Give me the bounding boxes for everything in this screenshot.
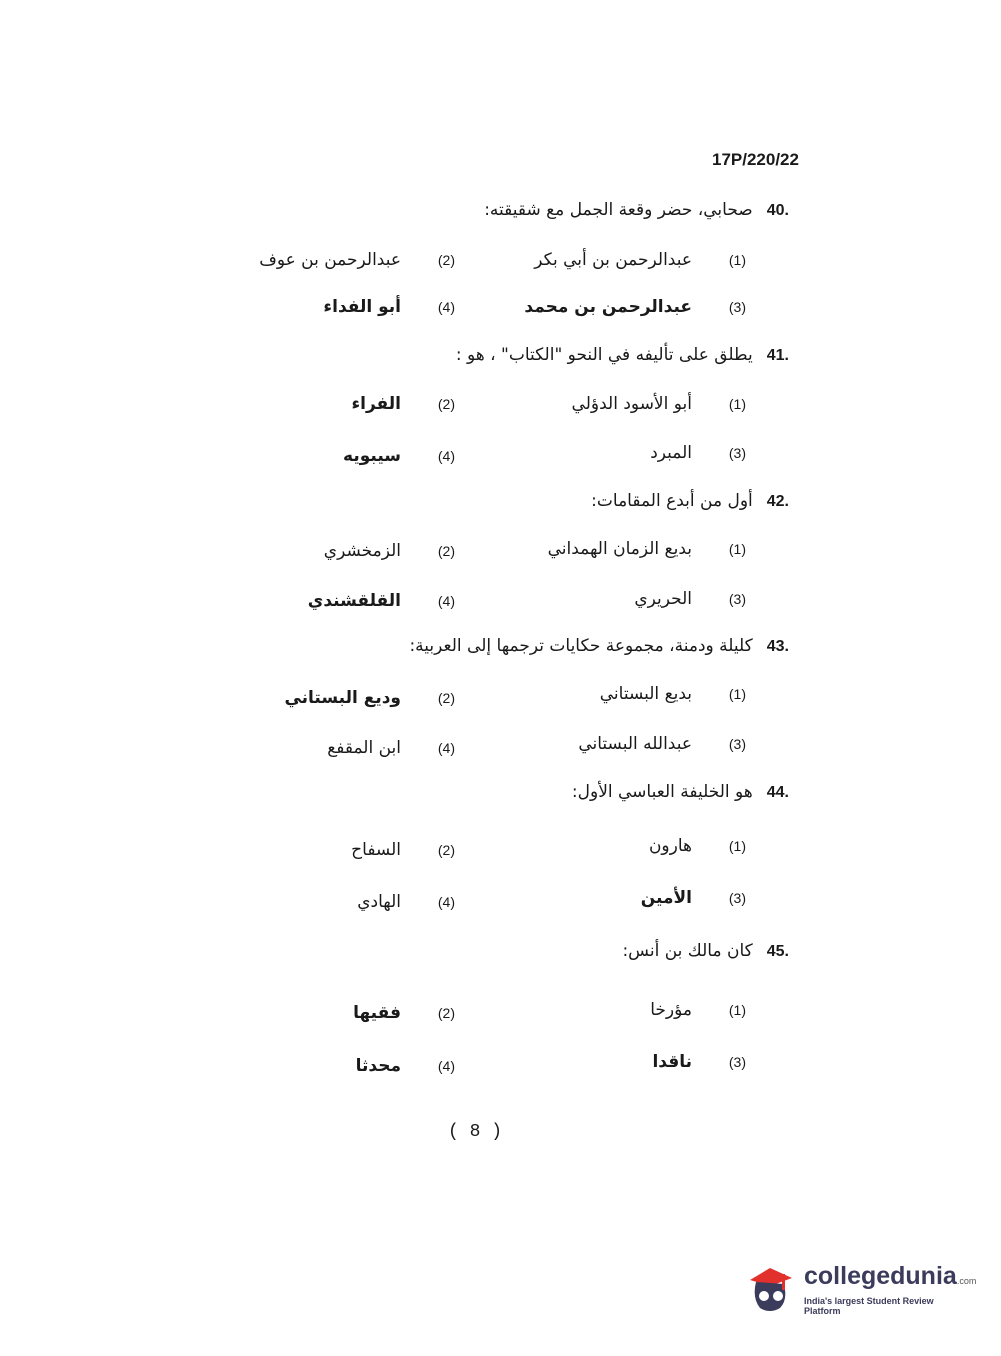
question-number: 40. <box>766 202 789 219</box>
option-text: عبدالرحمن بن أبي بكر <box>534 250 692 270</box>
question-stem <box>409 636 789 656</box>
option-2 <box>284 688 455 708</box>
option-4 <box>323 297 455 317</box>
option-4 <box>357 892 455 912</box>
option-text: ناقدا <box>652 1052 692 1072</box>
option-text: عبدالرحمن بن عوف <box>259 250 401 270</box>
option-text: القلقشندي <box>307 591 401 611</box>
option-number: (3) <box>728 299 746 315</box>
brand-tagline: India's largest Student Review Platform <box>804 1296 934 1316</box>
option-number: (1) <box>728 541 746 557</box>
option-text: الأمين <box>640 888 692 908</box>
brand-text: collegedunia <box>804 1262 957 1290</box>
option-3 <box>641 888 746 908</box>
option-number: (2) <box>437 690 455 706</box>
option-number: (1) <box>728 252 746 268</box>
option-number: (2) <box>437 252 455 268</box>
option-1 <box>534 250 746 270</box>
paper-code: 17P/220/22 <box>712 150 799 169</box>
question-text: كليلة ودمنة، مجموعة حكايات ترجمها إلى العربية: <box>409 636 753 656</box>
option-2 <box>353 1003 455 1023</box>
option-2 <box>351 840 455 860</box>
question-text: كان مالك بن أنس: <box>622 941 753 961</box>
option-text: المبرد <box>650 443 692 463</box>
option-4 <box>308 591 455 611</box>
option-2 <box>351 394 455 414</box>
option-1 <box>650 1000 746 1020</box>
brand-name <box>804 1262 976 1291</box>
brand-suffix: .com <box>956 1276 977 1286</box>
option-3 <box>650 443 746 463</box>
option-text: سيبويه <box>343 446 401 466</box>
question-number: 44. <box>766 784 789 801</box>
question-stem <box>484 200 789 220</box>
option-text: محدثا <box>355 1056 401 1076</box>
question-stem <box>572 782 789 802</box>
option-number: (2) <box>437 543 455 559</box>
option-text: الحريري <box>634 589 692 609</box>
option-text: بديع البستاني <box>599 684 692 704</box>
question-number: 43. <box>766 638 789 655</box>
option-text: عبدالرحمن بن محمد <box>524 297 692 317</box>
option-text: ابن المقفع <box>327 738 401 758</box>
option-number: (2) <box>437 396 455 412</box>
option-number: (4) <box>437 1058 455 1074</box>
option-number: (1) <box>728 686 746 702</box>
option-4 <box>356 1056 455 1076</box>
option-number: (4) <box>437 299 455 315</box>
option-text: وديع البستاني <box>284 688 401 708</box>
option-text: بديع الزمان الهمداني <box>547 539 692 559</box>
option-number: (4) <box>437 593 455 609</box>
option-3 <box>524 297 746 317</box>
option-number: (1) <box>728 396 746 412</box>
option-number: (3) <box>728 591 746 607</box>
option-3 <box>634 589 746 609</box>
option-2 <box>259 250 455 270</box>
option-3 <box>652 1052 746 1072</box>
question-text: أول من أبدع المقامات: <box>591 491 753 511</box>
option-number: (2) <box>437 842 455 858</box>
option-number: (2) <box>437 1005 455 1021</box>
option-1 <box>649 836 746 856</box>
option-1 <box>548 539 746 559</box>
option-number: (3) <box>728 445 746 461</box>
option-text: عبدالله البستاني <box>578 734 692 754</box>
option-number: (3) <box>728 1054 746 1070</box>
question-number: 45. <box>766 943 789 960</box>
option-number: (3) <box>728 736 746 752</box>
question-number: 42. <box>766 493 789 510</box>
option-number: (1) <box>728 838 746 854</box>
question-stem <box>456 345 789 365</box>
option-text: الزمخشري <box>323 541 401 561</box>
question-stem <box>622 941 789 961</box>
option-number: (3) <box>728 890 746 906</box>
option-number: (1) <box>728 1002 746 1018</box>
collegedunia-logo <box>742 1254 977 1318</box>
question-number: 41. <box>766 347 789 364</box>
option-text: أبو الفداء <box>323 297 401 317</box>
option-number: (4) <box>437 448 455 464</box>
question-stem <box>591 491 789 511</box>
option-4 <box>343 446 455 466</box>
option-text: هارون <box>648 836 692 856</box>
question-text: يطلق على تأليفه في النحو "الكتاب" ، هو : <box>455 345 753 365</box>
option-2 <box>324 541 455 561</box>
option-3 <box>578 734 746 754</box>
option-number: (4) <box>437 894 455 910</box>
option-text: أبو الأسود الدؤلي <box>571 394 692 414</box>
question-text: هو الخليفة العباسي الأول: <box>571 782 753 802</box>
option-1 <box>600 684 746 704</box>
option-4 <box>327 738 455 758</box>
option-1 <box>572 394 746 414</box>
page-number: ( 8 ) <box>448 1122 503 1142</box>
option-text: الهادي <box>357 892 401 912</box>
question-text: صحابي، حضر وقعة الجمل مع شقيقته: <box>484 200 753 220</box>
option-text: الفراء <box>351 394 401 414</box>
option-text: السفاح <box>351 840 401 860</box>
option-text: فقيها <box>353 1003 401 1023</box>
option-text: مؤرخا <box>650 1000 692 1020</box>
option-number: (4) <box>437 740 455 756</box>
mascot-icon <box>742 1258 798 1314</box>
